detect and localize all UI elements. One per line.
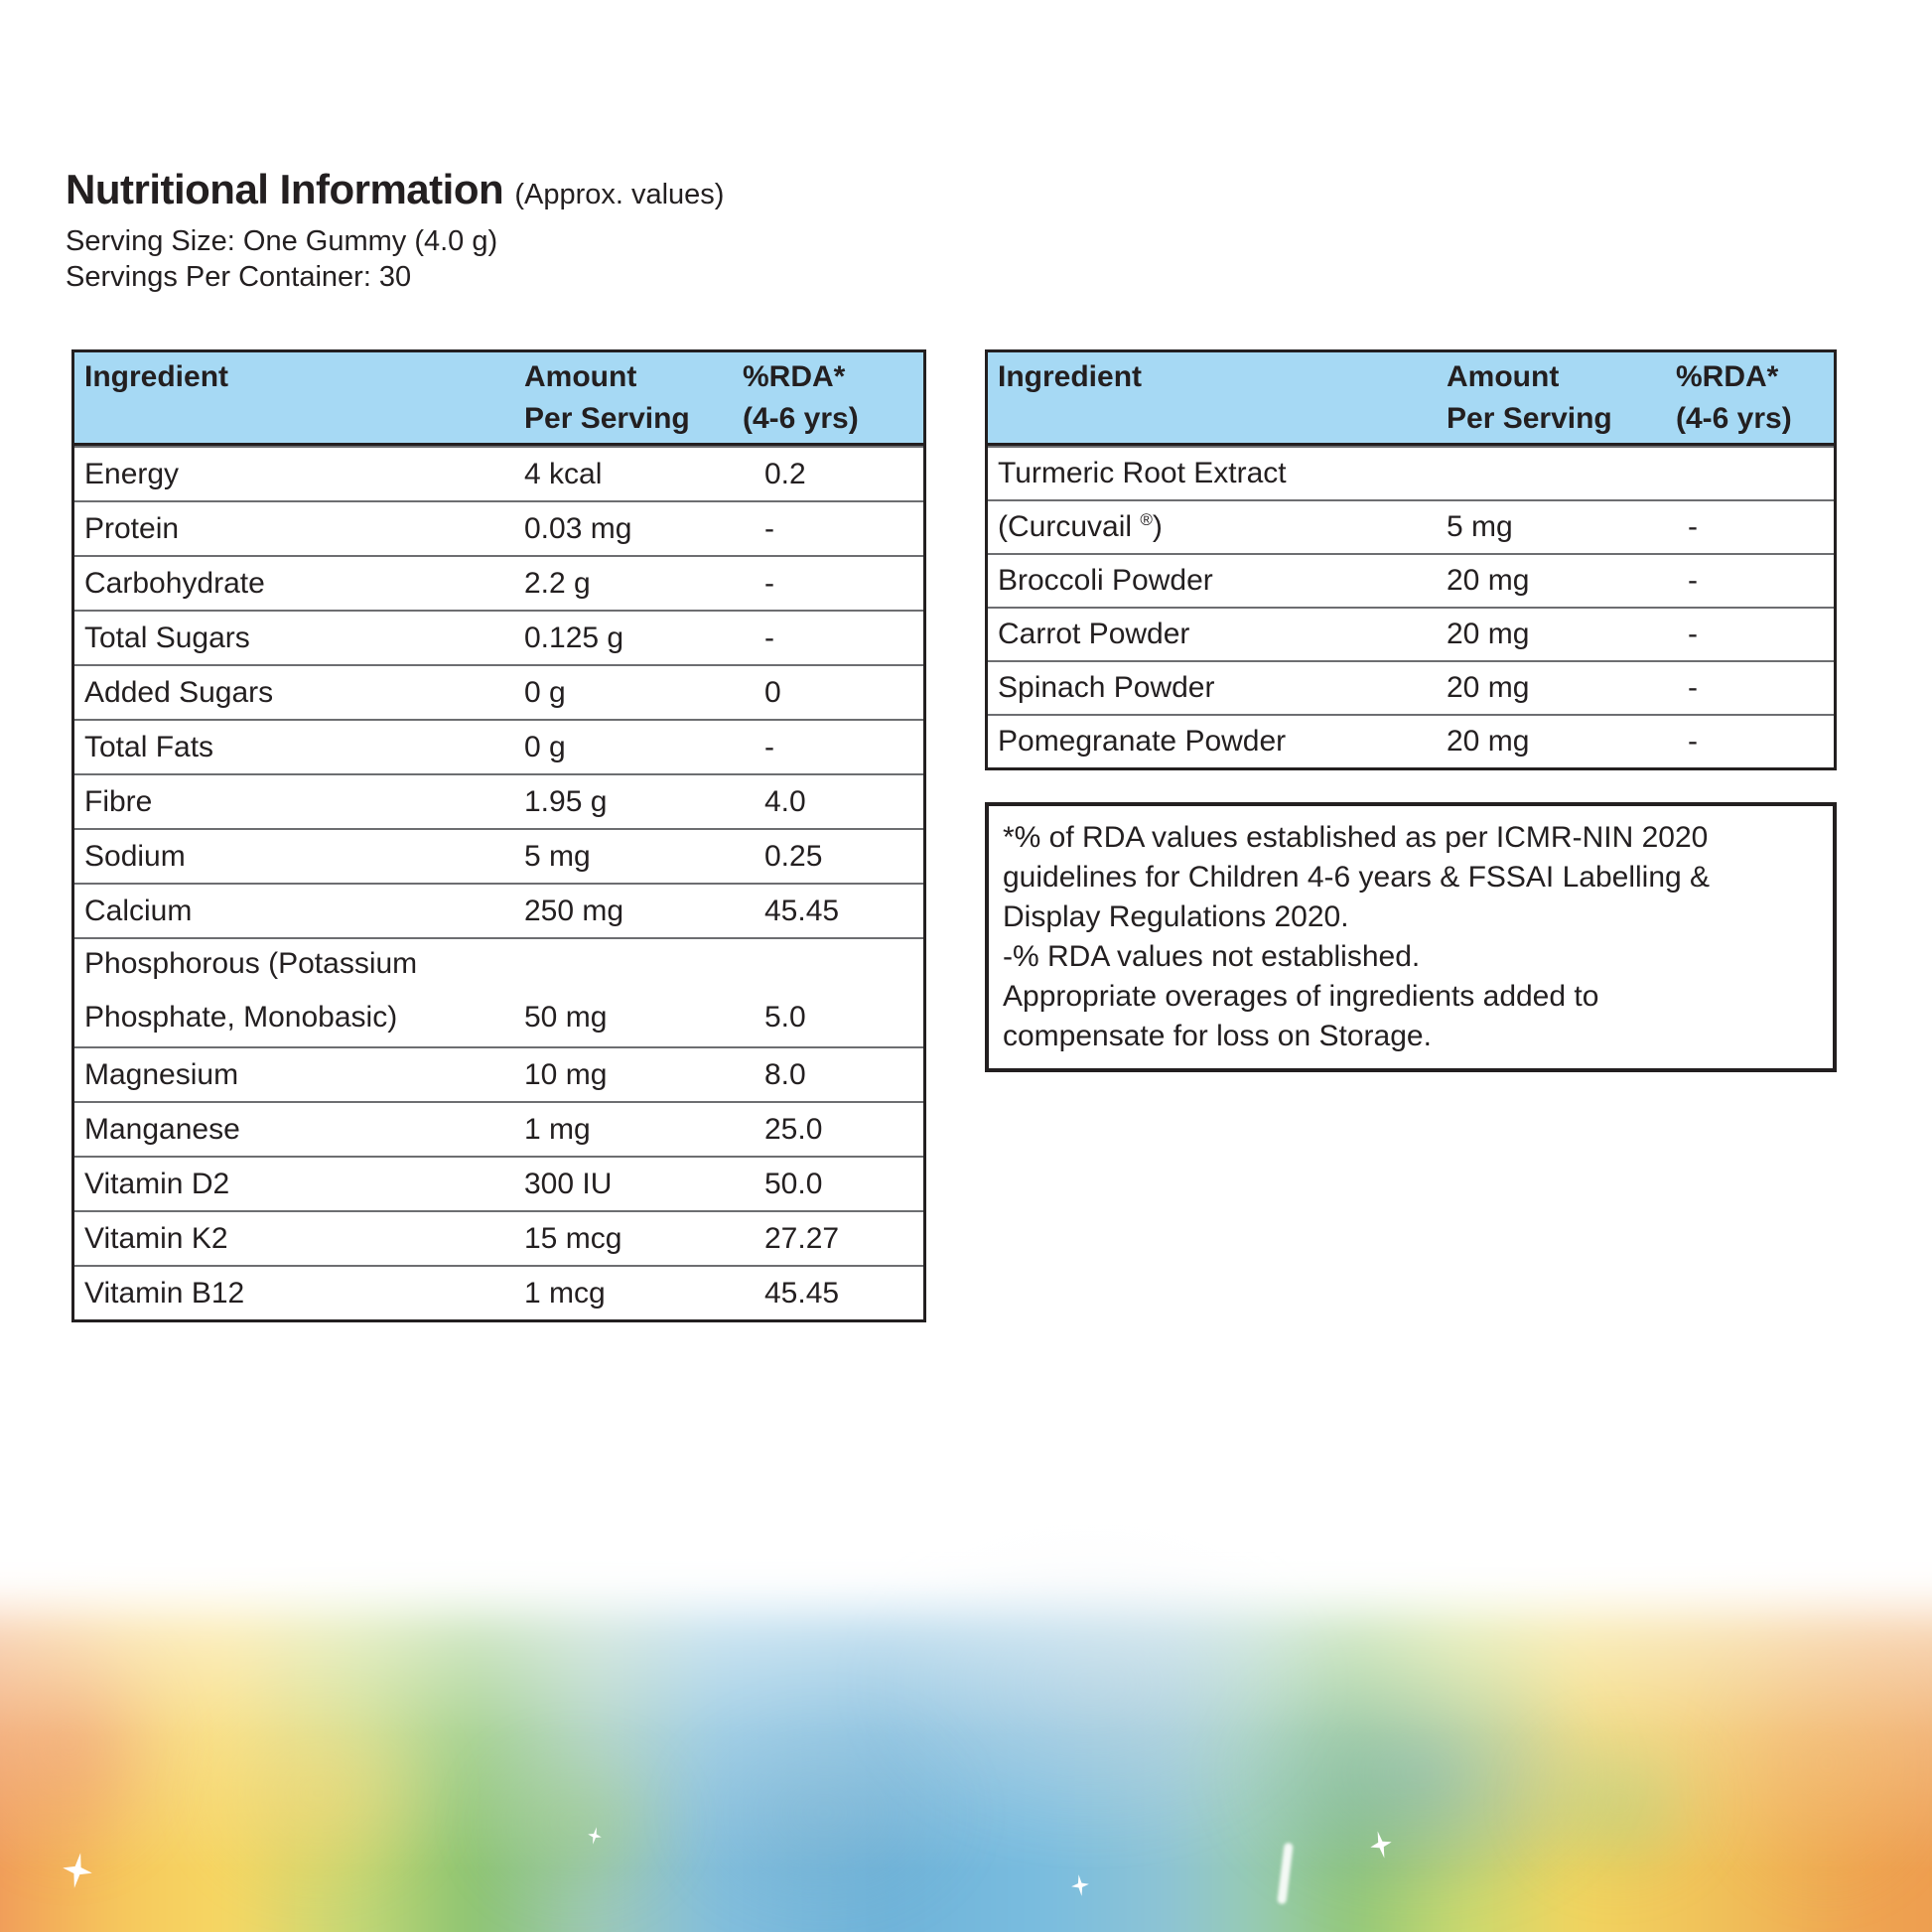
rda-value: - [1688,618,1698,650]
rda-value: 45.45 [764,1276,840,1310]
servings-per-container-line: Servings Per Container: 30 [66,261,412,293]
ingredient-name: Added Sugars [84,675,274,709]
amount-value: 20 mg [1447,618,1530,650]
ingredient-name: Vitamin K2 [84,1221,228,1255]
ingredient-name: Spinach Powder [998,671,1215,704]
amount-value: 250 mg [524,894,624,927]
amount-value: 5 mg [524,839,591,873]
amount-value: 15 mcg [524,1221,622,1255]
amount-value: 20 mg [1447,725,1530,758]
ingredient-name: Energy [84,457,180,490]
ingredient-name: Pomegranate Powder [998,725,1287,758]
table-row [988,660,1834,714]
column-header-ingredient: Ingredient [998,360,1143,393]
table-row [74,1101,923,1156]
table-row [74,610,923,664]
ingredient-name: Protein [84,511,180,545]
amount-value: 5 mg [1447,510,1513,543]
rda-value: 0.25 [764,839,823,873]
nutrition-table-left [71,349,926,1322]
page-title-text: Nutritional Information [66,166,504,212]
table-row [988,553,1834,607]
amount-value: 10 mg [524,1057,608,1091]
rda-value: - [1688,671,1698,704]
amount-value: 0.03 mg [524,511,632,545]
ingredient-name: Phosphorous (Potassium Phosphate, Monobasic) [84,947,418,1034]
table-header-row [988,352,1834,446]
table-row [74,1046,923,1101]
ingredient-name: Turmeric Root Extract [998,457,1287,489]
table-row [74,828,923,883]
table-row [988,446,1834,499]
registered-trademark-icon: ® [1140,510,1153,529]
amount-value: 50 mg [524,1001,608,1034]
amount-value: 0 g [524,730,566,763]
table-row [74,664,923,719]
amount-value: 2.2 g [524,566,591,600]
footnote-line: -% RDA values not established. [1003,940,1421,973]
rda-value: - [1688,725,1698,758]
amount-value: 1.95 g [524,784,608,818]
serving-size-line: Serving Size: One Gummy (4.0 g) [66,225,498,257]
table-row [988,714,1834,767]
nutrition-table-right [985,349,1837,770]
footnote-line: Display Regulations 2020. [1003,900,1349,933]
table-row [74,555,923,610]
rda-value: 4.0 [764,784,806,818]
table-row [74,500,923,555]
ingredient-name: Broccoli Powder [998,564,1213,597]
table-row [74,1210,923,1265]
ingredient-name: Manganese [84,1112,240,1146]
amount-value: 20 mg [1447,564,1530,597]
ingredient-name: Carbohydrate [84,566,265,600]
footnote-line: guidelines for Children 4-6 years & FSSAI Labelling & [1003,861,1711,894]
table-row [74,719,923,773]
rda-value: - [1688,564,1698,597]
table-row [988,607,1834,660]
ingredient-name: Vitamin D2 [84,1167,230,1200]
rda-value: 0 [764,675,781,709]
ingredient-name: (Curcuvail ®) [998,510,1163,543]
ingredient-name: Vitamin B12 [84,1276,245,1310]
amount-value: 0.125 g [524,621,624,654]
amount-value: 1 mcg [524,1276,606,1310]
rda-value: - [764,730,774,763]
ingredient-name: Total Sugars [84,621,250,654]
watercolor-white-fade [0,1416,1932,1932]
rda-footnote-box [985,802,1837,1072]
table-row [74,1156,923,1210]
ingredient-name: Fibre [84,784,153,818]
amount-value: 1 mg [524,1112,591,1146]
table-row [988,499,1834,553]
table-row [74,1265,923,1319]
column-header-ingredient: Ingredient [84,360,229,393]
page-title [66,167,724,217]
amount-value: 4 kcal [524,457,603,490]
table-row [74,883,923,937]
rda-value: 50.0 [764,1167,823,1200]
amount-value: 20 mg [1447,671,1530,704]
ingredient-name: Calcium [84,894,193,927]
rda-value: 0.2 [764,457,806,490]
approx-values-note: (Approx. values) [514,179,725,210]
rda-value: - [1688,510,1698,543]
ingredient-name: Magnesium [84,1057,239,1091]
rda-value: 5.0 [764,1001,806,1034]
label-header [66,167,724,295]
table-header-row [74,352,923,446]
column-header-amount: Amount Per Serving [524,360,690,435]
watercolor-background [0,1416,1932,1932]
rda-value: 8.0 [764,1057,806,1091]
ingredient-name: Total Fats [84,730,214,763]
ingredient-name: Sodium [84,839,186,873]
column-header-rda: %RDA* (4-6 yrs) [743,360,859,435]
table-row [74,446,923,500]
rda-value: - [764,511,774,545]
rda-value: - [764,621,774,654]
column-header-rda: %RDA* (4-6 yrs) [1676,360,1792,435]
table-row [74,773,923,828]
ingredient-name: Carrot Powder [998,618,1190,650]
table-row [74,937,923,1046]
rda-value: 45.45 [764,894,840,927]
footnote-line: compensate for loss on Storage. [1003,1020,1432,1052]
rda-value: 25.0 [764,1112,823,1146]
footnote-line: *% of RDA values established as per ICMR-NIN 2020 [1003,821,1709,854]
amount-value: 300 IU [524,1167,613,1200]
amount-value: 0 g [524,675,566,709]
rda-value: 27.27 [764,1221,840,1255]
rda-value: - [764,566,774,600]
column-header-amount: Amount Per Serving [1447,360,1612,435]
footnote-line: Appropriate overages of ingredients added to [1003,980,1599,1013]
